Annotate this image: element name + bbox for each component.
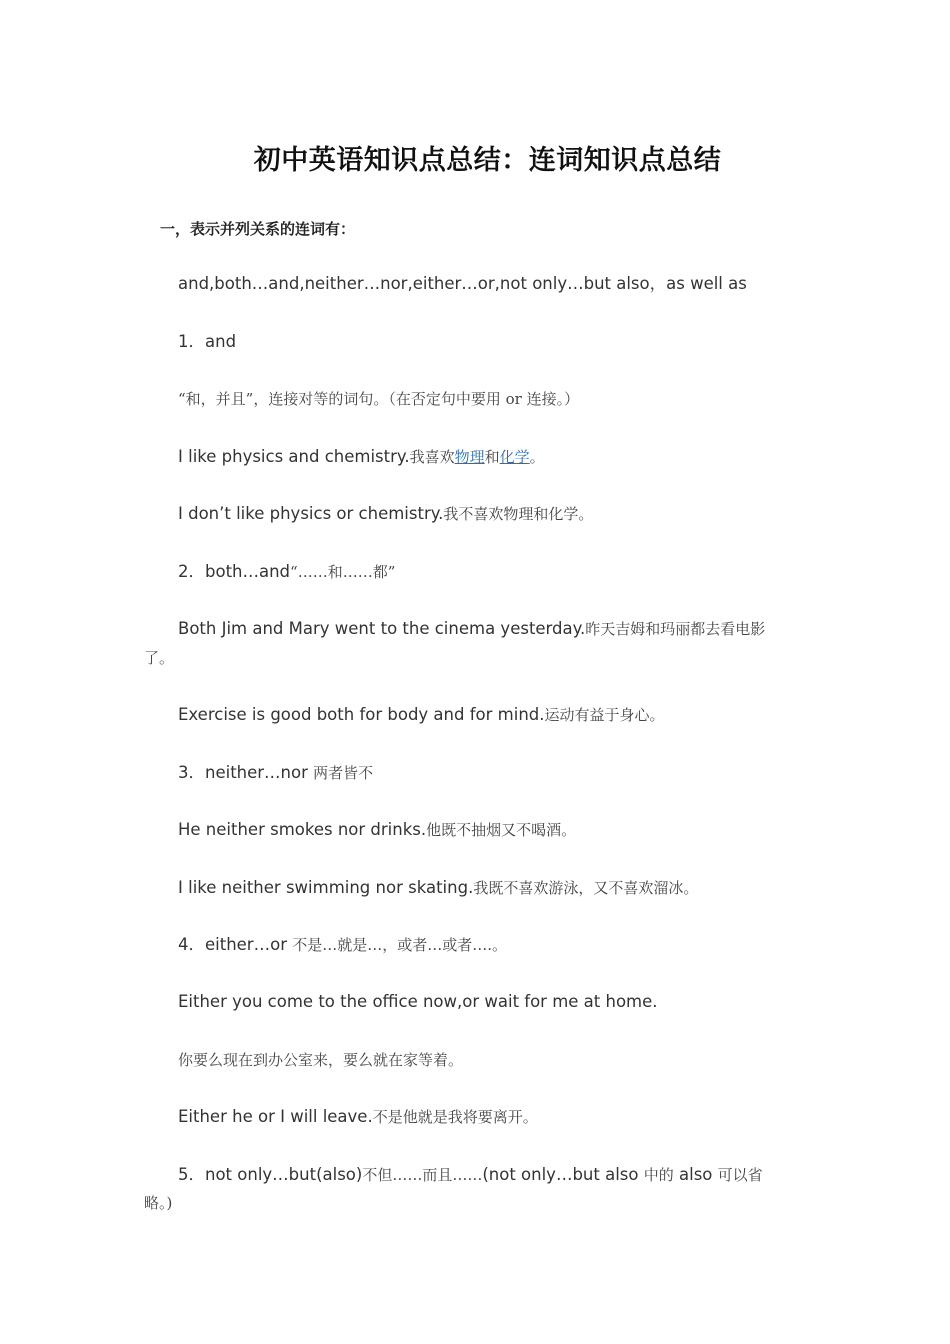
example-3 — [178, 615, 765, 643]
example-1-cn-end: 。 — [529, 448, 545, 466]
item-3-heading — [178, 759, 373, 787]
example-7-cn: 你要么现在到办公室来，要么就在家等着。 — [178, 1051, 464, 1069]
item-3-en: 3．neither…nor — [178, 763, 314, 782]
example-7-en: Either you come to the office now,or wait for me at home. — [178, 992, 658, 1011]
example-4 — [178, 701, 665, 729]
chemistry-link[interactable]: 化学 — [499, 448, 530, 466]
example-6 — [178, 874, 698, 902]
conjunction-list: and,both…and,neither…nor,either…or,not only…but also，as well as — [178, 274, 747, 293]
item-5-wrap — [144, 1189, 172, 1217]
item-4-en: 4．either…or — [178, 935, 293, 954]
example-4-cn: 运动有益于身心。 — [544, 706, 665, 724]
item-5-heading — [178, 1161, 763, 1189]
item-3-cn: 两者皆不 — [313, 764, 374, 782]
example-3-wrap — [144, 644, 174, 672]
example-3-cn: 昨天吉姆和玛丽都去看电影 — [585, 620, 766, 638]
physics-link[interactable]: 物理 — [454, 448, 485, 466]
item-5-cn-3: 可以省 — [717, 1166, 763, 1184]
section-heading: 一，表示并列关系的连词有： — [160, 220, 356, 238]
example-8-en: Either he or I will leave. — [178, 1107, 373, 1126]
page-title: 初中英语知识点总结：连词知识点总结 — [253, 145, 722, 176]
example-3-cn-wrap: 了。 — [144, 649, 175, 667]
item-1-description — [178, 385, 579, 413]
item-4-cn: 不是…就是…，或者…或者….。 — [292, 936, 508, 954]
example-2 — [178, 500, 593, 528]
item-1-heading: 1．and — [178, 332, 237, 351]
item-1-desc-text: “和，并且”，连接对等的词句。（在否定句中要用 or 连接。） — [178, 390, 580, 408]
item-5-en-2: (not only…but also — [482, 1165, 644, 1184]
example-1-en: I like physics and chemistry. — [178, 447, 410, 466]
example-7-translation — [178, 1046, 463, 1074]
example-1-cn: 我喜欢 — [409, 448, 455, 466]
example-5-cn: 他既不抽烟又不喝酒。 — [426, 821, 577, 839]
example-1-cn-mid: 和 — [484, 448, 500, 466]
item-2-en: 2．both…and — [178, 562, 291, 581]
item-5-cn-2: 中的 — [643, 1166, 674, 1184]
item-5-en-3: also — [673, 1165, 718, 1184]
example-4-en: Exercise is good both for body and for mind. — [178, 705, 545, 724]
example-8 — [178, 1103, 538, 1131]
item-5-cn-1: 不但……而且…… — [362, 1166, 483, 1184]
item-5-cn-wrap: 略。) — [144, 1194, 173, 1212]
example-8-cn: 不是他就是我将要离开。 — [372, 1108, 538, 1126]
example-5-en: He neither smokes nor drinks. — [178, 820, 427, 839]
item-4-heading — [178, 931, 507, 959]
example-3-en: Both Jim and Mary went to the cinema yesterday. — [178, 619, 586, 638]
item-2-heading — [178, 558, 395, 586]
example-2-cn: 我不喜欢物理和化学。 — [443, 505, 594, 523]
example-2-en: I don’t like physics or chemistry. — [178, 504, 444, 523]
example-1 — [178, 443, 545, 471]
item-2-cn: “……和……都” — [290, 563, 396, 581]
example-6-cn: 我既不喜欢游泳，又不喜欢溜冰。 — [473, 879, 699, 897]
example-6-en: I like neither swimming nor skating. — [178, 878, 474, 897]
item-5-en-1: 5．not only…but(also) — [178, 1165, 363, 1184]
example-7 — [178, 988, 658, 1016]
example-5 — [178, 816, 576, 844]
